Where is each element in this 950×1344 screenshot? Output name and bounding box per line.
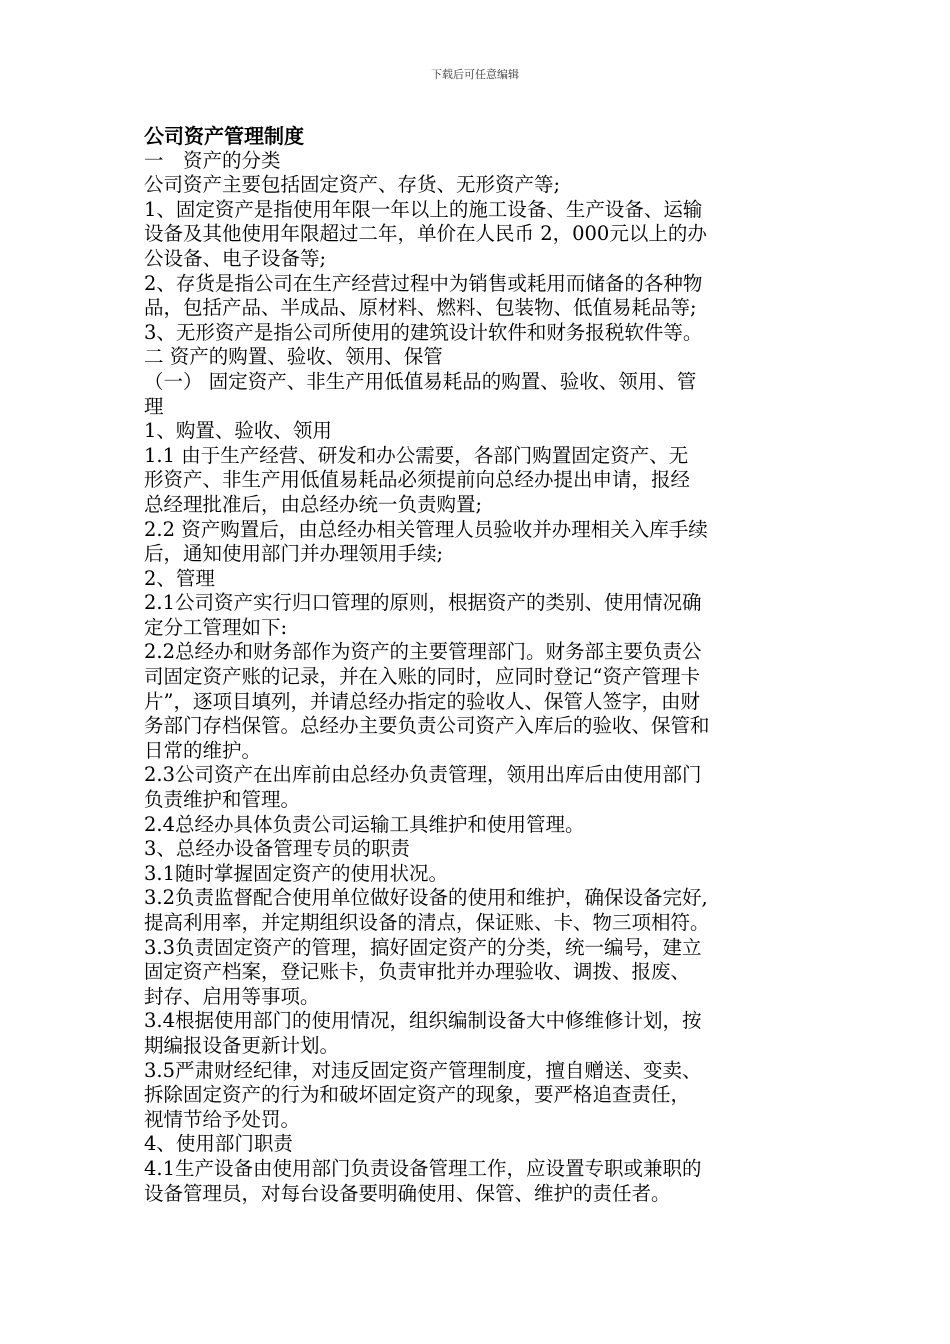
document-lines (144, 149, 820, 1207)
text-line: 品，包括产品、半成品、原材料、燃料、包装物、低值易耗品等; (144, 296, 697, 320)
text-line: 负责维护和管理。 (144, 788, 301, 812)
text-line: 2、管理 (144, 566, 215, 590)
text-line: 形资产、非生产用低值易耗品必须提前向总经办提出申请，报经 (144, 468, 691, 492)
text-line: 务部门存档保管。总经办主要负责公司资产入库后的验收、保管和 (144, 714, 710, 738)
text-line: 一 资产的分类 (144, 148, 281, 172)
text-line: 3.5严肃财经纪律，对违反固定资产管理制度，擅自赠送、变卖、 (144, 1058, 702, 1082)
text-line: 4.1生产设备由使用部门负责设备管理工作，应设置专职或兼职的 (144, 1156, 702, 1180)
text-line: 4、使用部门职责 (144, 1132, 293, 1156)
text-line: 1、固定资产是指使用年限一年以上的施工设备、生产设备、运输 (144, 197, 703, 221)
document-body (144, 124, 820, 1206)
text-line: 3.2负责监督配合使用单位做好设备的使用和维护，确保设备完好, (144, 886, 708, 910)
text-line: 日常的维护。 (144, 738, 262, 762)
text-line: 3.1随时掌握固定资产的使用状况。 (144, 861, 449, 885)
text-line: （一） 固定资产、非生产用低值易耗品的购置、验收、领用、管 (144, 369, 697, 393)
text-line: 1、购置、验收、领用 (144, 419, 332, 443)
text-line: 提高利用率，并定期组织设备的清点，保证账、卡、物三项相符。 (144, 911, 710, 934)
page-header: 下载后可任意编辑 (431, 68, 519, 81)
text-line: 3.3负责固定资产的管理，搞好固定资产的分类，统一编号，建立 (144, 935, 702, 959)
text-line: 3、无形资产是指公司所使用的建筑设计软件和财务报税软件等。 (144, 320, 703, 344)
text-line: 2.2 资产购置后，由总经办相关管理人员验收并办理相关入库手续 (144, 517, 708, 541)
text-line: 2.1公司资产实行归口管理的原则，根据资产的类别、使用情况确 (144, 591, 702, 615)
text-line: 设备及其他使用年限超过二年，单价在人民币 2，000元以上的办 (144, 222, 707, 246)
text-line: 拆除固定资产的行为和破坏固定资产的现象，要严格追查责任， (144, 1083, 691, 1107)
text-line: 后，通知使用部门并办理领用手续; (144, 542, 444, 566)
text-line: 定分工管理如下: (144, 615, 288, 639)
text-line: 2.4总经办具体负责公司运输工具维护和使用管理。 (144, 812, 585, 836)
text-line: 封存、启用等事项。 (144, 984, 320, 1008)
document-title: 公司资产管理制度 (144, 124, 304, 148)
text-line: 3、总经办设备管理专员的职责 (144, 837, 410, 861)
text-line: 2、存货是指公司在生产经营过程中为销售或耗用而储备的各种物 (144, 271, 703, 295)
text-line: 视情节给予处罚。 (144, 1107, 301, 1131)
text-line: 设备管理员，对每台设备要明确使用、保管、维护的责任者。 (144, 1181, 671, 1205)
text-line: 片”，逐项目填列，并请总经办指定的验收人、保管人签字，由财 (144, 689, 700, 713)
text-line: 总经理批准后，由总经办统一负责购置; (144, 492, 483, 516)
text-line: 理 (144, 394, 164, 418)
text-line: 司固定资产账的记录，并在入账的同时，应同时登记“资产管理卡 (144, 665, 700, 689)
text-line: 1.1 由于生产经营、研发和办公需要，各部门购置固定资产、无 (144, 443, 689, 467)
text-line: 期编报设备更新计划。 (144, 1033, 340, 1057)
text-line: 2.2总经办和财务部作为资产的主要管理部门。财务部主要负责公 (144, 640, 702, 664)
text-line: 2.3公司资产在出库前由总经办负责管理，领用出库后由使用部门 (144, 763, 702, 787)
text-line: 公司资产主要包括固定资产、存货、无形资产等; (144, 173, 561, 197)
text-line: 公设备、电子设备等; (144, 246, 327, 270)
text-line: 3.4根据使用部门的使用情况，组织编制设备大中修维修计划，按 (144, 1009, 702, 1033)
text-line: 二 资产的购置、验收、领用、保管 (144, 345, 443, 369)
text-line: 固定资产档案，登记账卡，负责审批并办理验收、调拨、报废、 (144, 960, 691, 984)
